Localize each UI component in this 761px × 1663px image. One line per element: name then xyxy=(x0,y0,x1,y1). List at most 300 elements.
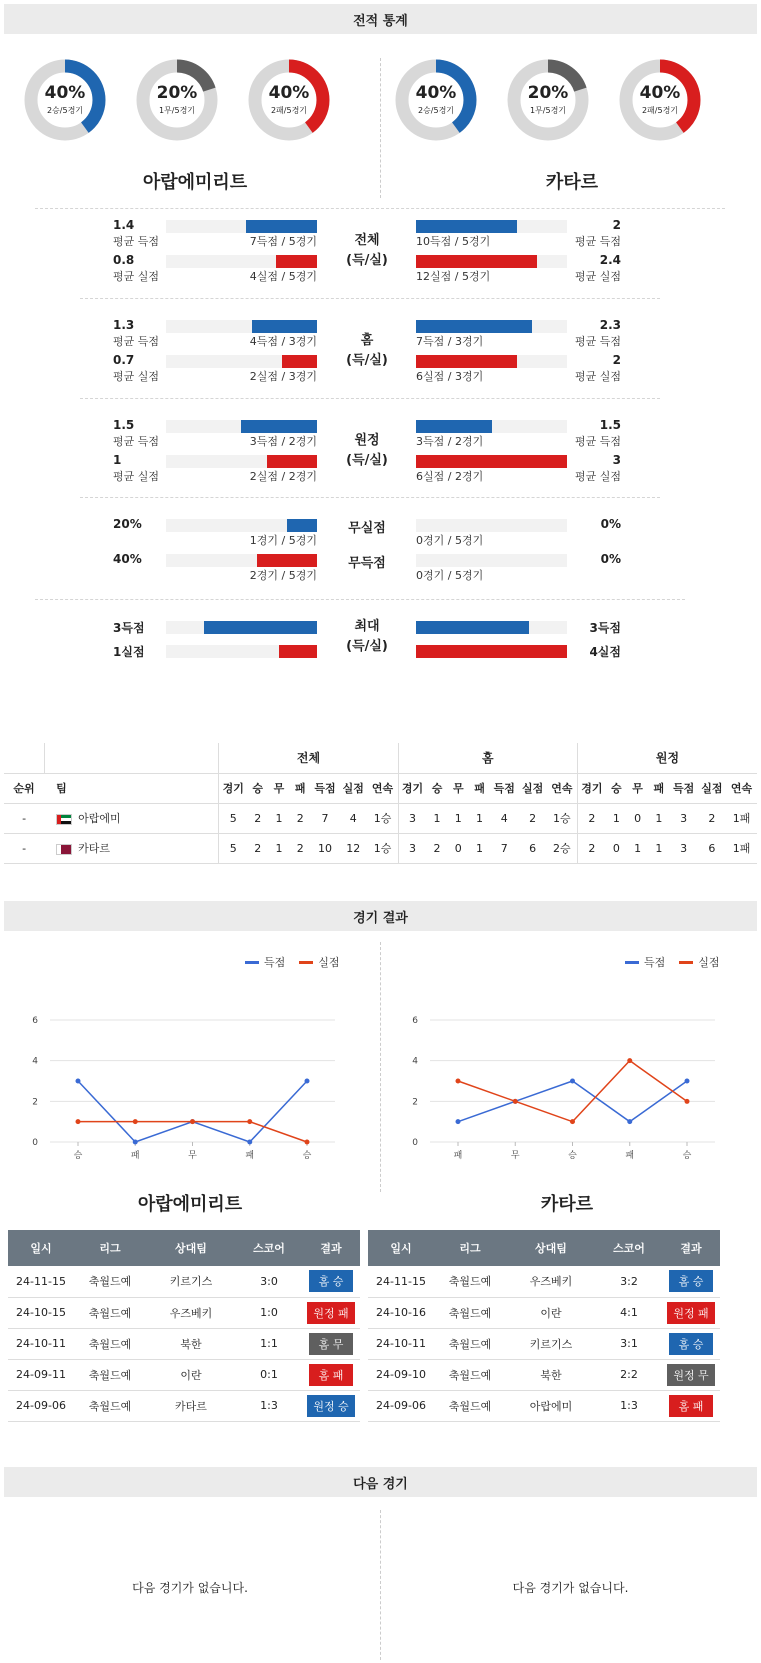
home-bar-fill xyxy=(257,554,317,567)
home-bar-fill xyxy=(241,420,317,433)
standings-cell: 7 xyxy=(490,833,518,863)
results-col-header: 스코어 xyxy=(596,1230,662,1266)
away-stat-label: 평균 실점 xyxy=(574,270,621,283)
match-date: 24-10-15 xyxy=(8,1297,74,1328)
donut-percent: 20% xyxy=(156,83,198,103)
away-bar-label: 10득점 / 5경기 xyxy=(416,235,491,248)
standings-col-header: 연속 xyxy=(367,773,398,803)
away-bar-label: 3득점 / 2경기 xyxy=(416,435,484,448)
results-col-header: 리그 xyxy=(434,1230,506,1266)
donut-percent: 40% xyxy=(415,83,457,103)
home-bar-fill xyxy=(279,645,317,658)
away-bar-track xyxy=(416,220,567,233)
result-row[interactable] xyxy=(368,1359,720,1390)
donut-sub: 2승/5경기 xyxy=(46,106,84,115)
away-bar-track xyxy=(416,455,567,468)
standings-cell: 4 xyxy=(490,803,518,833)
result-cell xyxy=(662,1359,720,1390)
away-stat-value: 2.4 xyxy=(599,253,621,267)
standings-cell: 3 xyxy=(669,803,697,833)
data-point xyxy=(76,1079,81,1084)
result-badge: 홈 무 xyxy=(309,1333,353,1355)
opponent: 우즈베키 xyxy=(506,1266,596,1297)
data-point xyxy=(305,1079,310,1084)
data-point xyxy=(247,1140,252,1145)
legend-label: 득점 xyxy=(264,956,286,969)
y-tick-label: 2 xyxy=(412,1097,418,1108)
opponent: 우즈베키 xyxy=(146,1297,236,1328)
away-stat-label: 평균 실점 xyxy=(574,470,621,483)
home-bar-label: 7득점 / 5경기 xyxy=(249,235,317,248)
chart-legend xyxy=(625,954,728,970)
data-point xyxy=(76,1119,81,1124)
standings-cell: 1 xyxy=(469,803,490,833)
score: 3:2 xyxy=(596,1266,662,1297)
away-bar-track xyxy=(416,355,567,368)
standings-cell: 7 xyxy=(311,803,339,833)
standings-cell: 2 xyxy=(577,833,605,863)
result-row[interactable] xyxy=(8,1359,360,1390)
away-bar-label: 0경기 / 5경기 xyxy=(416,534,484,547)
qatar-flag-icon xyxy=(56,844,72,855)
away-bar-fill xyxy=(416,420,492,433)
league: 축월드예 xyxy=(74,1390,146,1421)
home-bar-fill xyxy=(287,519,317,532)
home-team-name-results: 아랍에미리트 xyxy=(137,1194,243,1215)
home-bar-label: 4득점 / 3경기 xyxy=(249,335,317,348)
away-stat-value: 2 xyxy=(612,353,621,367)
league: 축월드예 xyxy=(434,1297,506,1328)
results-col-header: 결과 xyxy=(662,1230,720,1266)
max-label-main: 최대 xyxy=(354,619,380,634)
league: 축월드예 xyxy=(434,1266,506,1297)
opponent: 카타르 xyxy=(146,1390,236,1421)
away-bar-fill xyxy=(416,621,529,634)
donut-percent: 40% xyxy=(44,83,86,103)
standings-col-header: 무 xyxy=(268,773,289,803)
standings-col-header: 득점 xyxy=(311,773,339,803)
x-tick-label: 승 xyxy=(682,1151,692,1161)
standings-cell: 2 xyxy=(247,803,268,833)
match-date: 24-09-06 xyxy=(368,1390,434,1421)
away-team-name: 카타르 xyxy=(545,172,599,193)
standings-cell: 2승 xyxy=(547,833,578,863)
away-bar-track xyxy=(416,320,567,333)
donut-away-2 xyxy=(618,58,702,142)
standings-group-row xyxy=(4,743,757,773)
away-stat-label: 평균 실점 xyxy=(574,370,621,383)
standings-header-row xyxy=(4,773,757,803)
series-line xyxy=(458,1061,687,1122)
home-stat-label: 평균 실점 xyxy=(113,370,160,383)
team-name: 아랍에미 xyxy=(78,812,121,825)
match-date: 24-10-11 xyxy=(368,1328,434,1359)
y-tick-label: 2 xyxy=(32,1097,38,1108)
x-tick-label: 패 xyxy=(625,1151,635,1161)
data-point xyxy=(513,1099,518,1104)
opponent: 이란 xyxy=(146,1359,236,1390)
donut-percent: 40% xyxy=(639,83,681,103)
match-date: 24-10-16 xyxy=(368,1297,434,1328)
standings-row[interactable] xyxy=(4,833,757,863)
match-date: 24-09-10 xyxy=(368,1359,434,1390)
x-tick-label: 무 xyxy=(510,1151,520,1161)
standings-cell: 1 xyxy=(448,803,469,833)
rank: - xyxy=(4,803,44,833)
standings-cell: 1패 xyxy=(726,833,757,863)
away-bar-track xyxy=(416,519,567,532)
legend-label: 득점 xyxy=(644,956,666,969)
away-max-value: 3득점 xyxy=(589,621,621,635)
results-header-row xyxy=(368,1230,720,1266)
away-bar-track xyxy=(416,255,567,268)
result-cell xyxy=(302,1390,360,1421)
standings-cell: 0 xyxy=(627,803,648,833)
compare-label-main: 원정 xyxy=(354,433,380,448)
chart-legend xyxy=(245,954,348,970)
max-label-sub: (득/실) xyxy=(346,639,388,654)
donut-home-2 xyxy=(247,58,331,142)
home-stat-label: 평균 득점 xyxy=(113,335,160,348)
results-col-header: 일시 xyxy=(8,1230,74,1266)
y-tick-label: 6 xyxy=(412,1016,418,1026)
standings-col-header: 무 xyxy=(448,773,469,803)
away-next-message: 다음 경기가 없습니다. xyxy=(512,1581,629,1595)
result-row[interactable] xyxy=(8,1390,360,1421)
home-bar-track xyxy=(166,519,317,532)
league: 축월드예 xyxy=(74,1297,146,1328)
result-row[interactable] xyxy=(8,1266,360,1297)
league: 축월드예 xyxy=(434,1390,506,1421)
away-team-name-results: 카타르 xyxy=(540,1194,594,1215)
home-bar-fill xyxy=(282,355,317,368)
home-stat-label: 평균 실점 xyxy=(113,270,160,283)
away-bar-label: 12실점 / 5경기 xyxy=(416,270,491,283)
away-stat-value: 2 xyxy=(612,218,621,232)
home-max-value: 3득점 xyxy=(113,621,145,635)
result-cell xyxy=(662,1297,720,1328)
match-date: 24-11-15 xyxy=(368,1266,434,1297)
away-bar-fill xyxy=(416,255,537,268)
home-next-message: 다음 경기가 없습니다. xyxy=(132,1581,248,1595)
section-header-next: 다음 경기 xyxy=(4,1467,757,1497)
standings-cell: 12 xyxy=(339,833,367,863)
x-tick-label: 패 xyxy=(130,1151,140,1161)
score: 3:1 xyxy=(596,1328,662,1359)
y-tick-label: 0 xyxy=(412,1138,418,1148)
home-stat-label: 평균 득점 xyxy=(113,235,160,248)
legend-item[interactable] xyxy=(679,954,719,970)
team-cell[interactable] xyxy=(44,803,219,833)
donut-away-0 xyxy=(394,58,478,142)
legend-swatch xyxy=(299,961,313,964)
data-point xyxy=(133,1119,138,1124)
results-header-row xyxy=(8,1230,360,1266)
standings-cell: 1 xyxy=(469,833,490,863)
away-bar-fill xyxy=(416,220,517,233)
away-stat-label: 평균 득점 xyxy=(574,235,621,248)
away-bar-fill xyxy=(416,320,532,333)
standings-cell: 1 xyxy=(648,803,669,833)
home-stat-value: 1.3 xyxy=(113,318,135,332)
result-row[interactable] xyxy=(368,1266,720,1297)
home-bar-fill xyxy=(276,255,317,268)
home-bar-track xyxy=(166,355,317,368)
standings-cell: 0 xyxy=(448,833,469,863)
standings-cell: 1승 xyxy=(367,803,398,833)
x-tick-label: 승 xyxy=(302,1151,312,1161)
away-stat-value: 2.3 xyxy=(599,318,621,332)
standings-cell: 2 xyxy=(290,803,311,833)
result-badge: 홈 패 xyxy=(309,1364,353,1386)
donut-sub: 1무/5경기 xyxy=(529,106,567,115)
away-results-table xyxy=(368,1230,720,1422)
league: 축월드예 xyxy=(74,1328,146,1359)
away-stat-label: 평균 득점 xyxy=(574,435,621,448)
results-col-header: 스코어 xyxy=(236,1230,302,1266)
home-bar-track xyxy=(166,255,317,268)
match-date: 24-10-11 xyxy=(8,1328,74,1359)
result-cell xyxy=(302,1328,360,1359)
score: 1:3 xyxy=(236,1390,302,1421)
standings-cell: 2 xyxy=(426,833,447,863)
legend-swatch xyxy=(245,961,259,964)
standings-col-header: 팀 xyxy=(44,773,219,803)
league: 축월드예 xyxy=(74,1359,146,1390)
score: 1:0 xyxy=(236,1297,302,1328)
standings-col-header: 실점 xyxy=(698,773,726,803)
standings-cell: 1 xyxy=(606,803,627,833)
team-cell[interactable] xyxy=(44,833,219,863)
away-stat-label: 평균 득점 xyxy=(574,335,621,348)
data-point xyxy=(247,1119,252,1124)
data-point xyxy=(190,1119,195,1124)
result-cell xyxy=(302,1359,360,1390)
away-bar-label: 7득점 / 3경기 xyxy=(416,335,484,348)
legend-item[interactable] xyxy=(245,954,285,970)
score: 1:1 xyxy=(236,1328,302,1359)
legend-label: 실점 xyxy=(318,956,340,969)
standings-col-header: 득점 xyxy=(669,773,697,803)
standings-cell: 3 xyxy=(398,833,426,863)
home-bar-track xyxy=(166,455,317,468)
away-bar-fill xyxy=(416,645,567,658)
standings-col-header: 실점 xyxy=(339,773,367,803)
standings-col-header: 승 xyxy=(247,773,268,803)
line-chart-1 xyxy=(380,1000,720,1200)
home-bar-fill xyxy=(267,455,317,468)
y-tick-label: 0 xyxy=(32,1138,38,1148)
legend-swatch xyxy=(625,961,639,964)
results-col-header: 상대팀 xyxy=(506,1230,596,1266)
standings-group-2: 원정 xyxy=(577,743,757,773)
divider xyxy=(380,58,381,198)
home-bar-track xyxy=(166,554,317,567)
results-col-header: 일시 xyxy=(368,1230,434,1266)
standings-col-header: 패 xyxy=(648,773,669,803)
standings-col-header: 연속 xyxy=(547,773,578,803)
cleansheet-label: 무실점 xyxy=(348,521,386,536)
data-point xyxy=(133,1140,138,1145)
divider xyxy=(80,298,660,299)
compare-label xyxy=(327,331,407,371)
result-cell xyxy=(662,1390,720,1421)
donut-home-0 xyxy=(23,58,107,142)
data-point xyxy=(305,1140,310,1145)
score: 3:0 xyxy=(236,1266,302,1297)
home-bar-label: 4실점 / 5경기 xyxy=(249,270,317,283)
line-chart-0 xyxy=(0,1000,340,1200)
data-point xyxy=(685,1079,690,1084)
donut-away-1 xyxy=(506,58,590,142)
divider xyxy=(35,599,685,600)
home-bar-label: 2경기 / 5경기 xyxy=(249,569,317,582)
result-badge: 홈 승 xyxy=(669,1333,713,1355)
match-date: 24-11-15 xyxy=(8,1266,74,1297)
away-bar-label: 0경기 / 5경기 xyxy=(416,569,484,582)
section-header-stats: 전적 통계 xyxy=(4,4,757,34)
result-badge: 홈 승 xyxy=(669,1270,713,1292)
compare-label-main: 전체 xyxy=(354,233,380,248)
home-bar-fill xyxy=(246,220,317,233)
result-row[interactable] xyxy=(368,1328,720,1359)
results-col-header: 상대팀 xyxy=(146,1230,236,1266)
data-point xyxy=(570,1119,575,1124)
away-bar-track xyxy=(416,621,567,634)
data-point xyxy=(627,1119,632,1124)
result-cell xyxy=(662,1266,720,1297)
score: 1:3 xyxy=(596,1390,662,1421)
match-date: 24-09-06 xyxy=(8,1390,74,1421)
result-row[interactable] xyxy=(8,1297,360,1328)
standings-row[interactable] xyxy=(4,803,757,833)
home-stat-label: 평균 득점 xyxy=(113,435,160,448)
legend-label: 실점 xyxy=(698,956,720,969)
series-line xyxy=(78,1081,307,1142)
standings-col-header: 순위 xyxy=(4,773,44,803)
away-bar-fill xyxy=(416,455,567,468)
standings-col-header: 연속 xyxy=(726,773,757,803)
donut-sub: 2패/5경기 xyxy=(641,106,679,115)
home-bar-fill xyxy=(204,621,317,634)
y-tick-label: 4 xyxy=(32,1056,38,1067)
y-tick-label: 6 xyxy=(32,1016,38,1026)
home-results-table xyxy=(8,1230,360,1422)
home-stat-label: 평균 실점 xyxy=(113,470,160,483)
opponent: 이란 xyxy=(506,1297,596,1328)
cleansheet-label: 무득점 xyxy=(348,556,386,571)
standings-cell: 2 xyxy=(290,833,311,863)
standings-col-header: 실점 xyxy=(518,773,546,803)
donut-sub: 1무/5경기 xyxy=(158,106,196,115)
legend-swatch xyxy=(679,961,693,964)
home-bar-track xyxy=(166,621,317,634)
result-badge: 원정 패 xyxy=(307,1302,354,1324)
home-stat-value: 40% xyxy=(113,552,142,566)
compare-label-main: 홈 xyxy=(360,333,374,348)
standings-col-header: 경기 xyxy=(219,773,247,803)
legend-item[interactable] xyxy=(625,954,665,970)
legend-item[interactable] xyxy=(299,954,339,970)
x-tick-label: 패 xyxy=(245,1151,255,1161)
donut-home-1 xyxy=(135,58,219,142)
result-badge: 홈 패 xyxy=(669,1395,713,1417)
home-bar-label: 3득점 / 2경기 xyxy=(249,435,317,448)
standings-cell: 3 xyxy=(669,833,697,863)
away-bar-label: 6실점 / 2경기 xyxy=(416,470,484,483)
data-point xyxy=(570,1079,575,1084)
rank: - xyxy=(4,833,44,863)
result-badge: 원정 패 xyxy=(667,1302,714,1324)
standings-cell: 2 xyxy=(577,803,605,833)
home-max-value: 1실점 xyxy=(113,645,145,659)
series-line xyxy=(78,1122,307,1142)
x-tick-label: 패 xyxy=(453,1151,463,1161)
home-bar-track xyxy=(166,645,317,658)
result-row[interactable] xyxy=(8,1328,360,1359)
compare-label xyxy=(327,431,407,471)
away-max-value: 4실점 xyxy=(589,645,621,659)
home-stat-value: 0.8 xyxy=(113,253,135,267)
standings-cell: 4 xyxy=(339,803,367,833)
standings-cell: 5 xyxy=(219,803,247,833)
result-row[interactable] xyxy=(368,1390,720,1421)
result-row[interactable] xyxy=(368,1297,720,1328)
opponent: 키르기스 xyxy=(146,1266,236,1297)
result-badge: 원정 무 xyxy=(667,1364,714,1386)
home-stat-value: 1.5 xyxy=(113,418,135,432)
standings-cell: 2 xyxy=(698,803,726,833)
away-bar-fill xyxy=(416,355,517,368)
section-header-results: 경기 결과 xyxy=(4,901,757,931)
result-cell xyxy=(662,1328,720,1359)
league: 축월드예 xyxy=(74,1266,146,1297)
data-point xyxy=(456,1079,461,1084)
results-col-header: 결과 xyxy=(302,1230,360,1266)
league: 축월드예 xyxy=(434,1359,506,1390)
away-stat-value: 3 xyxy=(612,453,621,467)
divider xyxy=(35,208,725,209)
standings-cell: 6 xyxy=(698,833,726,863)
home-bar-label: 2실점 / 3경기 xyxy=(249,370,317,383)
donut-sub: 2승/5경기 xyxy=(417,106,455,115)
donut-sub: 2패/5경기 xyxy=(270,106,308,115)
away-bar-track xyxy=(416,645,567,658)
compare-label-sub: (득/실) xyxy=(346,353,388,368)
standings-cell: 2 xyxy=(247,833,268,863)
standings-col-header: 패 xyxy=(469,773,490,803)
standings-col-header: 승 xyxy=(426,773,447,803)
standings-cell: 1패 xyxy=(726,803,757,833)
standings-cell: 5 xyxy=(219,833,247,863)
home-bar-track xyxy=(166,420,317,433)
home-bar-label: 2실점 / 2경기 xyxy=(249,470,317,483)
standings-cell: 0 xyxy=(606,833,627,863)
team-name: 카타르 xyxy=(78,842,111,855)
x-tick-label: 승 xyxy=(73,1151,83,1161)
result-cell xyxy=(302,1297,360,1328)
home-stat-value: 20% xyxy=(113,517,142,531)
donut-percent: 20% xyxy=(527,83,569,103)
results-col-header: 리그 xyxy=(74,1230,146,1266)
standings-cell: 2 xyxy=(518,803,546,833)
uae-flag-icon xyxy=(56,814,72,825)
standings-cell: 1승 xyxy=(547,803,578,833)
standings-col-header: 득점 xyxy=(490,773,518,803)
match-date: 24-09-11 xyxy=(8,1359,74,1390)
standings-grid xyxy=(4,743,757,864)
x-tick-label: 무 xyxy=(188,1151,197,1161)
